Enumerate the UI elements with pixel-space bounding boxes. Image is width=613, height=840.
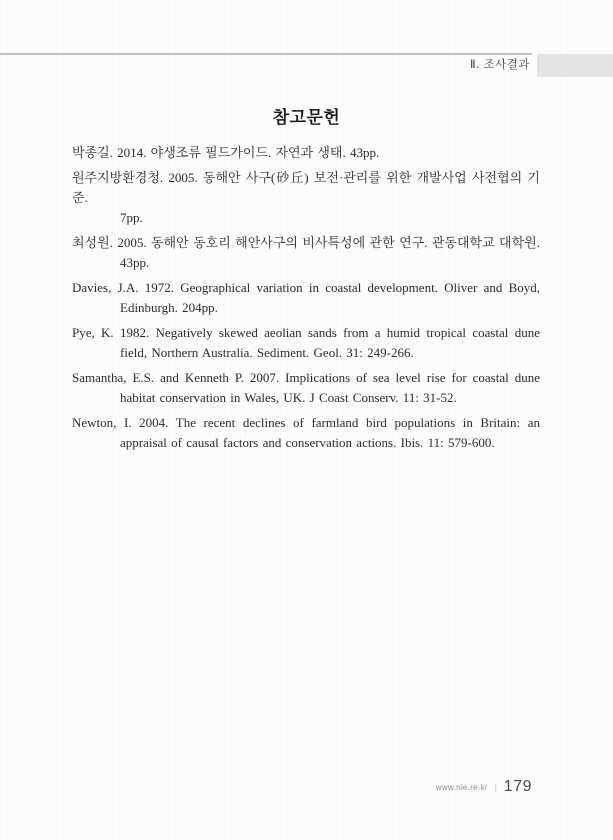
reference-line: 43pp.: [120, 255, 150, 270]
reference-line: appraisal of causal factors and conservation actions. Ibis. 11: 579-600.: [120, 435, 495, 450]
reference-line: field, Northern Australia. Sediment. Geol. 31: 249-266.: [120, 345, 414, 360]
reference-line: Pye, K. 1982. Negatively skewed aeolian sands from a humid tropical coastal dune: [72, 325, 540, 340]
footer-separator: |: [494, 782, 497, 792]
page-title: 참고문헌: [272, 108, 341, 127]
reference-line: habitat conservation in Wales, UK. J Coast Conserv. 11: 31-52.: [120, 390, 457, 405]
reference-line: 7pp.: [120, 210, 143, 225]
chapter-tab-marker: [537, 54, 613, 77]
chapter-header-label: Ⅱ. 조사결과: [470, 59, 530, 71]
reference-entry: [72, 233, 540, 273]
reference-entry: [72, 323, 540, 363]
footer-website-url: www.nie.re.kr: [435, 782, 488, 792]
reference-entry: [72, 278, 540, 318]
reference-line: Samantha, E.S. and Kenneth P. 2007. Implications of sea level rise for coastal dune: [72, 370, 540, 385]
footer-page-number: 179: [503, 778, 532, 795]
reference-line: Davies, J.A. 1972. Geographical variation in coastal development. Oliver and Boyd,: [72, 280, 540, 295]
reference-entry: [72, 168, 540, 228]
reference-line: Newton, I. 2004. The recent declines of farmland bird populations in Britain: an: [72, 415, 540, 430]
reference-entry: [72, 413, 540, 453]
reference-line: 원주지방환경청. 2005. 동해안 사구(砂丘) 보전·관리를 위한 개발사업 사전협의 기준.: [72, 170, 540, 205]
header-divider-rule: [0, 53, 532, 55]
reference-list: [72, 143, 540, 458]
reference-line: 박종길. 2014. 야생조류 필드가이드. 자연과 생태. 43pp.: [72, 145, 380, 160]
reference-entry: [72, 368, 540, 408]
page-footer: [436, 778, 532, 796]
reference-line: Edinburgh. 204pp.: [120, 300, 218, 315]
reference-line: 최성원. 2005. 동해안 동호리 해안사구의 비사특성에 관한 연구. 관동대학교 대학원.: [72, 235, 540, 250]
reference-entry: [72, 143, 540, 163]
